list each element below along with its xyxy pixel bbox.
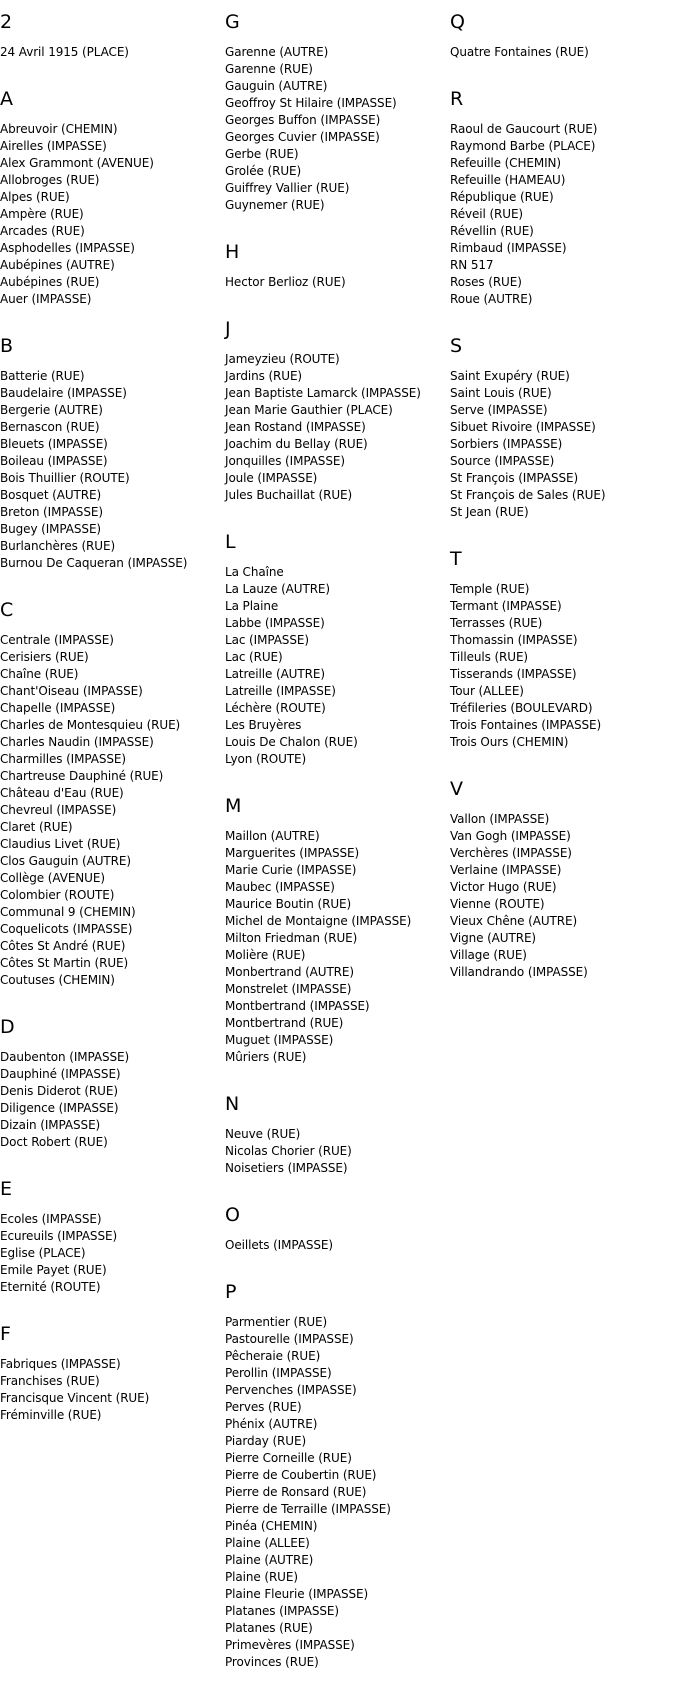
street-item: Village (RUE) xyxy=(450,948,527,962)
street-item: Phénix (AUTRE) xyxy=(225,1417,318,1431)
street-item: Daubenton (IMPASSE) xyxy=(0,1050,130,1064)
street-item: Dauphiné (IMPASSE) xyxy=(0,1067,121,1081)
letter-heading: P xyxy=(225,1281,237,1303)
street-item: Saint Exupéry (RUE) xyxy=(450,369,570,383)
street-item: Dizain (IMPASSE) xyxy=(0,1118,101,1132)
letter-heading: C xyxy=(0,599,14,621)
letter-section xyxy=(0,1322,220,1424)
street-item: Pêcheraie (RUE) xyxy=(225,1349,321,1363)
street-item: Pierre de Terraille (IMPASSE) xyxy=(225,1502,391,1516)
street-list xyxy=(225,564,445,768)
street-item: Jardins (RUE) xyxy=(225,369,303,383)
street-item: Centrale (IMPASSE) xyxy=(0,633,114,647)
street-item: Trois Fontaines (IMPASSE) xyxy=(450,718,602,732)
street-item: Louis De Chalon (RUE) xyxy=(225,735,358,749)
street-item: Primevères (IMPASSE) xyxy=(225,1638,355,1652)
letter-heading: 2 xyxy=(0,11,13,33)
letter-heading: Q xyxy=(450,11,465,33)
street-item: Tilleuls (RUE) xyxy=(450,650,529,664)
letter-section xyxy=(0,334,220,572)
street-item: Pervenches (IMPASSE) xyxy=(225,1383,357,1397)
letter-section xyxy=(0,10,220,61)
street-item: Verchères (IMPASSE) xyxy=(450,846,572,860)
letter-heading: D xyxy=(0,1016,15,1038)
street-item: Abreuvoir (CHEMIN) xyxy=(0,122,118,136)
street-item: Coquelicots (IMPASSE) xyxy=(0,922,133,936)
street-item: République (RUE) xyxy=(450,190,554,204)
street-item: Quatre Fontaines (RUE) xyxy=(450,45,589,59)
street-item: Muguet (IMPASSE) xyxy=(225,1033,334,1047)
street-item: Burlanchères (RUE) xyxy=(0,539,116,553)
street-item: Bergerie (AUTRE) xyxy=(0,403,103,417)
street-list xyxy=(0,368,220,572)
street-item: Chevreul (IMPASSE) xyxy=(0,803,117,817)
street-item: Claudius Livet (RUE) xyxy=(0,837,121,851)
street-item: Serve (IMPASSE) xyxy=(450,403,548,417)
street-item: Joachim du Bellay (RUE) xyxy=(225,437,368,451)
street-item: Geoffroy St Hilaire (IMPASSE) xyxy=(225,96,397,110)
street-item: Pierre Corneille (RUE) xyxy=(225,1451,352,1465)
street-item: Côtes St Martin (RUE) xyxy=(0,956,129,970)
street-item: Cerisiers (RUE) xyxy=(0,650,89,664)
street-item: Ecoles (IMPASSE) xyxy=(0,1212,102,1226)
street-item: Roses (RUE) xyxy=(450,275,522,289)
street-item: Doct Robert (RUE) xyxy=(0,1135,108,1149)
street-item: Batterie (RUE) xyxy=(0,369,85,383)
street-item: Léchère (ROUTE) xyxy=(225,701,326,715)
street-item: Bleuets (IMPASSE) xyxy=(0,437,108,451)
street-item: Hector Berlioz (RUE) xyxy=(225,275,346,289)
street-item: Airelles (IMPASSE) xyxy=(0,139,107,153)
street-item: Montbertrand (IMPASSE) xyxy=(225,999,370,1013)
letter-heading: V xyxy=(450,778,463,800)
street-item: Villandrando (IMPASSE) xyxy=(450,965,588,979)
letter-heading: L xyxy=(225,531,236,553)
street-item: Chartreuse Dauphiné (RUE) xyxy=(0,769,164,783)
street-item: Claret (RUE) xyxy=(0,820,73,834)
street-item: Trois Ours (CHEMIN) xyxy=(450,735,569,749)
street-item: Côtes St André (RUE) xyxy=(0,939,126,953)
street-item: Plaine (AUTRE) xyxy=(225,1553,314,1567)
street-item: Pierre de Ronsard (RUE) xyxy=(225,1485,367,1499)
street-index-column-1 xyxy=(0,10,220,1450)
letter-section xyxy=(450,334,670,521)
street-item: Francisque Vincent (RUE) xyxy=(0,1391,150,1405)
street-item: Boileau (IMPASSE) xyxy=(0,454,108,468)
street-item: Oeillets (IMPASSE) xyxy=(225,1238,333,1252)
street-item: Thomassin (IMPASSE) xyxy=(450,633,578,647)
street-item: Marie Curie (IMPASSE) xyxy=(225,863,357,877)
street-item: Saint Louis (RUE) xyxy=(450,386,552,400)
letter-section xyxy=(225,317,445,504)
street-item: Provinces (RUE) xyxy=(225,1655,319,1669)
street-list xyxy=(225,351,445,504)
street-item: Jonquilles (IMPASSE) xyxy=(225,454,345,468)
street-item: Verlaine (IMPASSE) xyxy=(450,863,562,877)
street-item: 24 Avril 1915 (PLACE) xyxy=(0,45,129,59)
street-item: Château d'Eau (RUE) xyxy=(0,786,124,800)
letter-section xyxy=(0,1177,220,1296)
street-list xyxy=(450,581,670,751)
street-item: Platanes (IMPASSE) xyxy=(225,1604,339,1618)
street-item: Neuve (RUE) xyxy=(225,1127,301,1141)
street-item: La Chaîne xyxy=(225,565,284,579)
street-item: Guiffrey Vallier (RUE) xyxy=(225,181,350,195)
street-list xyxy=(225,274,445,291)
letter-section xyxy=(0,598,220,989)
street-item: Monstrelet (IMPASSE) xyxy=(225,982,352,996)
street-item: Denis Diderot (RUE) xyxy=(0,1084,118,1098)
street-item: Labbe (IMPASSE) xyxy=(225,616,325,630)
street-list xyxy=(0,121,220,308)
street-list xyxy=(225,44,445,214)
street-list xyxy=(225,828,445,1066)
street-item: Piarday (RUE) xyxy=(225,1434,307,1448)
street-list xyxy=(0,632,220,989)
street-item: Vieux Chêne (AUTRE) xyxy=(450,914,578,928)
street-item: Joule (IMPASSE) xyxy=(225,471,318,485)
street-item: Auer (IMPASSE) xyxy=(0,292,92,306)
street-item: Charles de Montesquieu (RUE) xyxy=(0,718,181,732)
street-item: Garenne (AUTRE) xyxy=(225,45,329,59)
street-list xyxy=(450,368,670,521)
street-item: Roue (AUTRE) xyxy=(450,292,533,306)
street-item: Van Gogh (IMPASSE) xyxy=(450,829,571,843)
street-item: Refeuille (HAMEAU) xyxy=(450,173,566,187)
street-item: Eternité (ROUTE) xyxy=(0,1280,101,1294)
street-item: Michel de Montaigne (IMPASSE) xyxy=(225,914,412,928)
letter-heading: B xyxy=(0,335,14,357)
street-item: Tisserands (IMPASSE) xyxy=(450,667,577,681)
street-item: Perves (RUE) xyxy=(225,1400,302,1414)
street-list xyxy=(225,1126,445,1177)
letter-section xyxy=(450,87,670,308)
letter-heading: M xyxy=(225,795,242,817)
letter-section xyxy=(450,777,670,981)
street-item: Pastourelle (IMPASSE) xyxy=(225,1332,354,1346)
street-item: Colombier (ROUTE) xyxy=(0,888,115,902)
street-item: Arcades (RUE) xyxy=(0,224,85,238)
street-item: Jean Rostand (IMPASSE) xyxy=(225,420,366,434)
street-item: Jules Buchaillat (RUE) xyxy=(225,488,353,502)
street-item: St François de Sales (RUE) xyxy=(450,488,606,502)
street-item: Diligence (IMPASSE) xyxy=(0,1101,119,1115)
street-item: Burnou De Caqueran (IMPASSE) xyxy=(0,556,188,570)
letter-heading: F xyxy=(0,1323,11,1345)
street-item: Fréminville (RUE) xyxy=(0,1408,102,1422)
street-item: Lyon (ROUTE) xyxy=(225,752,307,766)
street-item: Georges Buffon (IMPASSE) xyxy=(225,113,381,127)
street-item: Collège (AVENUE) xyxy=(0,871,105,885)
street-item: Raymond Barbe (PLACE) xyxy=(450,139,596,153)
street-item: Baudelaire (IMPASSE) xyxy=(0,386,127,400)
letter-heading: G xyxy=(225,11,240,33)
street-item: Aubépines (AUTRE) xyxy=(0,258,115,272)
letter-heading: J xyxy=(225,318,231,340)
street-item: Charles Naudin (IMPASSE) xyxy=(0,735,154,749)
street-item: Sibuet Rivoire (IMPASSE) xyxy=(450,420,596,434)
street-item: Tréfileries (BOULEVARD) xyxy=(450,701,593,715)
street-item: La Plaine xyxy=(225,599,279,613)
letter-section xyxy=(0,87,220,308)
street-item: Réveil (RUE) xyxy=(450,207,524,221)
street-item: Milton Friedman (RUE) xyxy=(225,931,358,945)
street-list xyxy=(0,1356,220,1424)
street-item: Bosquet (AUTRE) xyxy=(0,488,102,502)
street-item: Emile Payet (RUE) xyxy=(0,1263,107,1277)
street-item: Ecureuils (IMPASSE) xyxy=(0,1229,118,1243)
letter-section xyxy=(225,794,445,1066)
street-item: Fabriques (IMPASSE) xyxy=(0,1357,121,1371)
street-list xyxy=(450,121,670,308)
street-item: Aubépines (RUE) xyxy=(0,275,100,289)
street-item: Communal 9 (CHEMIN) xyxy=(0,905,136,919)
street-item: Jean Baptiste Lamarck (IMPASSE) xyxy=(225,386,421,400)
letter-heading: N xyxy=(225,1093,240,1115)
street-item: St Jean (RUE) xyxy=(450,505,529,519)
street-item: Molière (RUE) xyxy=(225,948,306,962)
street-item: Sorbiers (IMPASSE) xyxy=(450,437,563,451)
street-item: Jean Marie Gauthier (PLACE) xyxy=(225,403,393,417)
street-item: Breton (IMPASSE) xyxy=(0,505,103,519)
street-item: Maillon (AUTRE) xyxy=(225,829,320,843)
street-item: Chapelle (IMPASSE) xyxy=(0,701,116,715)
street-index-column-2 xyxy=(225,10,445,1697)
street-item: Alpes (RUE) xyxy=(0,190,70,204)
letter-heading: R xyxy=(450,88,464,110)
street-item: Vienne (ROUTE) xyxy=(450,897,545,911)
street-item: Ampère (RUE) xyxy=(0,207,84,221)
street-item: Plaine Fleurie (IMPASSE) xyxy=(225,1587,369,1601)
street-item: Maurice Boutin (RUE) xyxy=(225,897,352,911)
street-item: Chaîne (RUE) xyxy=(0,667,79,681)
street-item: Rimbaud (IMPASSE) xyxy=(450,241,567,255)
street-item: Grolée (RUE) xyxy=(225,164,302,178)
letter-section xyxy=(0,1015,220,1151)
street-item: Nicolas Chorier (RUE) xyxy=(225,1144,352,1158)
letter-section xyxy=(225,1203,445,1254)
street-item: Monbertrand (AUTRE) xyxy=(225,965,354,979)
street-list xyxy=(450,811,670,981)
street-item: Charmilles (IMPASSE) xyxy=(0,752,126,766)
street-item: Bernascon (RUE) xyxy=(0,420,100,434)
street-item: Mûriers (RUE) xyxy=(225,1050,307,1064)
street-item: Allobroges (RUE) xyxy=(0,173,100,187)
street-item: Eglise (PLACE) xyxy=(0,1246,86,1260)
street-item: Bugey (IMPASSE) xyxy=(0,522,102,536)
street-item: Coutuses (CHEMIN) xyxy=(0,973,115,987)
street-item: Latreille (AUTRE) xyxy=(225,667,325,681)
letter-heading: A xyxy=(0,88,13,110)
letter-section xyxy=(450,547,670,751)
street-item: Refeuille (CHEMIN) xyxy=(450,156,562,170)
street-item: Termant (IMPASSE) xyxy=(450,599,562,613)
street-item: Clos Gauguin (AUTRE) xyxy=(0,854,131,868)
street-list xyxy=(450,44,670,61)
letter-section xyxy=(225,10,445,214)
letter-section xyxy=(225,1092,445,1177)
street-item: Marguerites (IMPASSE) xyxy=(225,846,360,860)
street-item: Chant'Oiseau (IMPASSE) xyxy=(0,684,143,698)
street-item: Montbertrand (RUE) xyxy=(225,1016,344,1030)
letter-heading: H xyxy=(225,241,240,263)
street-item: RN 517 xyxy=(450,258,494,272)
street-item: Platanes (RUE) xyxy=(225,1621,313,1635)
street-item: Georges Cuvier (IMPASSE) xyxy=(225,130,380,144)
street-item: Asphodelles (IMPASSE) xyxy=(0,241,135,255)
street-item: Victor Hugo (RUE) xyxy=(450,880,557,894)
street-item: Maubec (IMPASSE) xyxy=(225,880,335,894)
street-item: St François (IMPASSE) xyxy=(450,471,579,485)
street-list xyxy=(0,1049,220,1151)
street-item: Lac (RUE) xyxy=(225,650,283,664)
letter-section xyxy=(225,1280,445,1671)
street-item: Source (IMPASSE) xyxy=(450,454,555,468)
letter-section xyxy=(450,10,670,61)
street-item: Franchises (RUE) xyxy=(0,1374,100,1388)
letter-section xyxy=(225,530,445,768)
street-item: Temple (RUE) xyxy=(450,582,530,596)
letter-section xyxy=(225,240,445,291)
letter-heading: S xyxy=(450,335,463,357)
street-index-column-3 xyxy=(450,10,670,1007)
street-item: Vallon (IMPASSE) xyxy=(450,812,550,826)
street-list xyxy=(225,1314,445,1671)
street-list xyxy=(225,1237,445,1254)
letter-heading: T xyxy=(450,548,462,570)
street-item: Tour (ALLEE) xyxy=(450,684,524,698)
street-list xyxy=(0,1211,220,1296)
street-item: Gerbe (RUE) xyxy=(225,147,299,161)
street-item: Guynemer (RUE) xyxy=(225,198,325,212)
street-item: Les Bruyères xyxy=(225,718,302,732)
letter-heading: E xyxy=(0,1178,13,1200)
street-item: Bois Thuillier (ROUTE) xyxy=(0,471,130,485)
street-item: Pierre de Coubertin (RUE) xyxy=(225,1468,377,1482)
street-item: Perollin (IMPASSE) xyxy=(225,1366,332,1380)
street-item: Vigne (AUTRE) xyxy=(450,931,537,945)
street-item: Plaine (ALLEE) xyxy=(225,1536,310,1550)
street-item: Lac (IMPASSE) xyxy=(225,633,309,647)
street-item: Noisetiers (IMPASSE) xyxy=(225,1161,348,1175)
street-item: Jameyzieu (ROUTE) xyxy=(225,352,340,366)
letter-heading: O xyxy=(225,1204,240,1226)
street-item: Révellin (RUE) xyxy=(450,224,534,238)
street-item: Alex Grammont (AVENUE) xyxy=(0,156,154,170)
street-item: Latreille (IMPASSE) xyxy=(225,684,336,698)
street-item: Plaine (RUE) xyxy=(225,1570,298,1584)
street-item: Parmentier (RUE) xyxy=(225,1315,328,1329)
street-list xyxy=(0,44,220,61)
street-item: Terrasses (RUE) xyxy=(450,616,543,630)
street-item: Raoul de Gaucourt (RUE) xyxy=(450,122,598,136)
street-item: Pinéa (CHEMIN) xyxy=(225,1519,318,1533)
street-item: Gauguin (AUTRE) xyxy=(225,79,328,93)
street-item: La Lauze (AUTRE) xyxy=(225,582,330,596)
street-item: Garenne (RUE) xyxy=(225,62,313,76)
